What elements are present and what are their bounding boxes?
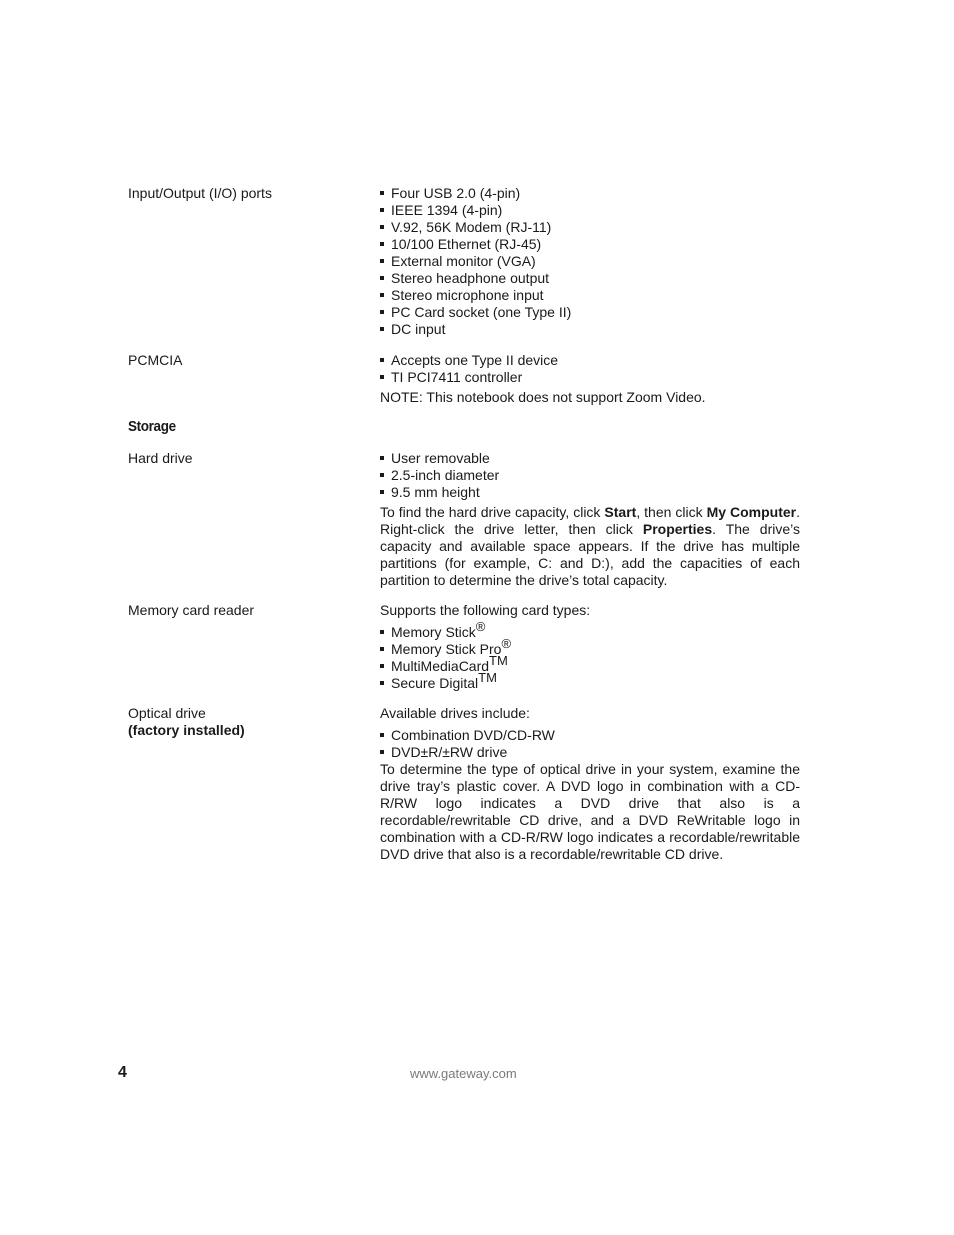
optical-drive-content [380, 705, 800, 863]
list-item: IEEE 1394 (4-pin) [380, 202, 800, 219]
list-item: Accepts one Type II device [380, 352, 800, 369]
list-item: 2.5-inch diameter [380, 467, 800, 484]
hard-drive-content [380, 450, 800, 589]
list-item [380, 653, 800, 675]
list-item: DVD±R/±RW drive [380, 744, 800, 761]
list-item: External monitor (VGA) [380, 253, 800, 270]
memory-card-label: Memory card reader [128, 602, 255, 618]
paragraph-text: To find the hard drive capacity, click [380, 504, 605, 520]
list-item [380, 619, 800, 641]
list-item: User removable [380, 450, 800, 467]
storage-heading: Storage [128, 418, 176, 435]
optical-drive-intro: Available drives include: [380, 705, 530, 721]
card-type: MultiMediaCard [391, 658, 490, 674]
registered-mark: ® [475, 619, 486, 634]
footer-url: www.gateway.com [410, 1066, 517, 1081]
list-item: Stereo microphone input [380, 287, 800, 304]
list-item: 9.5 mm height [380, 484, 800, 501]
list-item: TI PCI7411 controller [380, 369, 800, 386]
optical-drive-list [380, 727, 800, 761]
hard-drive-label: Hard drive [128, 450, 193, 466]
page-number: 4 [118, 1064, 127, 1081]
hard-drive-list [380, 450, 800, 501]
paragraph-text: . Right-click the drive letter, then click [380, 504, 801, 537]
list-item: V.92, 56K Modem (RJ-11) [380, 219, 800, 236]
list-item: DC input [380, 321, 800, 338]
pcmcia-note: NOTE: This notebook does not support Zoom Video. [380, 389, 706, 405]
memory-card-list [380, 619, 800, 692]
hard-drive-paragraph [380, 504, 800, 589]
paragraph-text: , then click [636, 504, 707, 520]
my-computer-term: My Computer [706, 504, 797, 520]
list-item [380, 636, 800, 658]
list-item: Combination DVD/CD-RW [380, 727, 800, 744]
list-item: 10/100 Ethernet (RJ-45) [380, 236, 800, 253]
card-type: Memory Stick Pro [391, 641, 502, 657]
list-item: Stereo headphone output [380, 270, 800, 287]
trademark-mark: TM [489, 653, 508, 668]
optical-drive-label [128, 705, 245, 739]
card-type: Memory Stick [391, 624, 476, 640]
list-item: PC Card socket (one Type II) [380, 304, 800, 321]
memory-card-intro: Supports the following card types: [380, 602, 591, 618]
paragraph-text: . The drive’s capacity and available space appears. If the drive has multiple partitions (for example, C: and D:), add the capacities of each partition to determine the drive’s total capacity. [380, 521, 800, 588]
list-item [380, 670, 800, 692]
list-item: Four USB 2.0 (4-pin) [380, 185, 800, 202]
memory-card-content [380, 602, 800, 692]
optical-drive-title: Optical drive [128, 705, 206, 721]
pcmcia-list [380, 352, 800, 386]
card-type: Secure Digital [391, 675, 479, 691]
io-ports-label: Input/Output (I/O) ports [128, 185, 272, 201]
io-ports-content [380, 185, 800, 338]
io-ports-list [380, 185, 800, 338]
pcmcia-label: PCMCIA [128, 352, 183, 368]
optical-drive-sublabel: (factory installed) [128, 722, 245, 738]
optical-drive-paragraph: To determine the type of optical drive in your system, examine the drive tray’s plastic cover. A DVD logo in combination with a CD-R/RW logo indicates a DVD drive that also is a recordable/rewritable CD drive, and a DVD ReWritable logo in combination with a CD-R/RW logo indicates a recordable/rewritable DVD drive that also is a recordable/rewritable CD drive. [380, 761, 800, 862]
registered-mark: ® [501, 636, 512, 651]
trademark-mark: TM [478, 670, 497, 685]
pcmcia-content [380, 352, 800, 406]
start-menu-term: Start [604, 504, 637, 520]
properties-term: Properties [642, 521, 713, 537]
